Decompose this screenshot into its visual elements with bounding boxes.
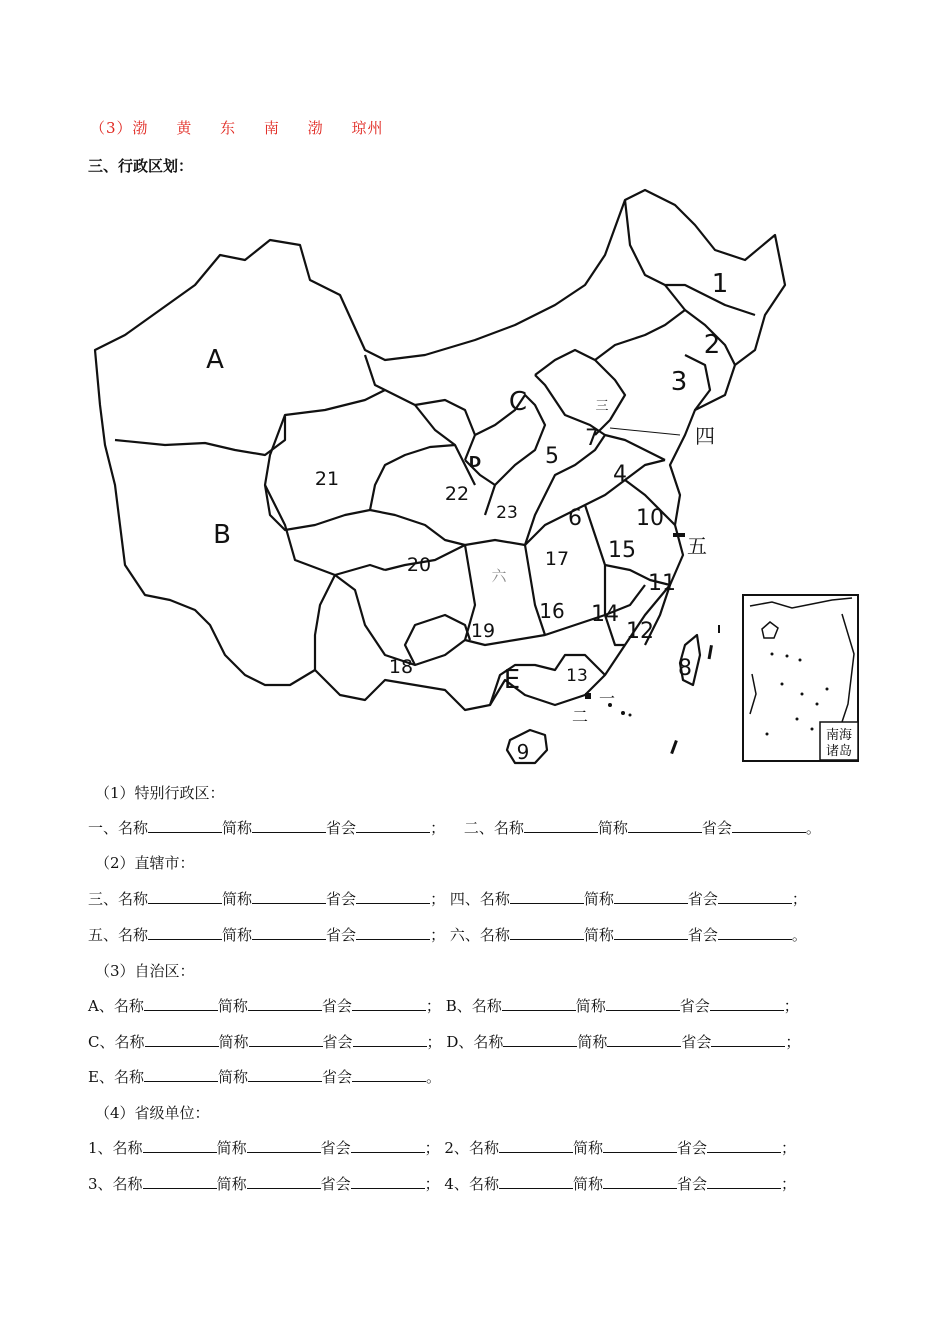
- map-label-15: 15: [608, 538, 636, 563]
- map-label-7: 7: [585, 426, 599, 451]
- capital-blank[interactable]: [351, 1138, 425, 1153]
- name-word: 名称: [114, 1033, 145, 1051]
- item-end: ；: [424, 1139, 440, 1157]
- capital-word: 省会: [679, 997, 710, 1015]
- capital-word: 省会: [320, 1139, 351, 1157]
- map-label-san: 三: [595, 399, 609, 414]
- abbr-word: 简称: [217, 1068, 248, 1086]
- capital-word: 省会: [687, 890, 718, 908]
- abbr-word: 简称: [216, 1175, 247, 1193]
- item-prefix: 一、: [88, 819, 119, 837]
- abbr-word: 简称: [222, 890, 253, 908]
- capital-blank[interactable]: [352, 996, 426, 1011]
- item-prefix: D、: [446, 1033, 474, 1051]
- name-blank[interactable]: [499, 1174, 573, 1189]
- map-label-13: 13: [566, 666, 588, 686]
- item-end: ；: [430, 819, 446, 837]
- subsection-title: （4）省级单位：: [95, 1104, 210, 1122]
- item-prefix: 四、: [449, 890, 480, 908]
- subsection-title: （1）特别行政区：: [95, 784, 225, 802]
- item-prefix: 六、: [449, 926, 480, 944]
- map-label-er: 二: [571, 707, 589, 726]
- capital-blank[interactable]: [718, 889, 792, 904]
- name-blank[interactable]: [148, 818, 222, 833]
- abbr-blank[interactable]: [252, 889, 326, 904]
- capital-word: 省会: [681, 1033, 712, 1051]
- abbr-word: 简称: [222, 926, 253, 944]
- item-prefix: C、: [88, 1033, 115, 1051]
- item-end: ；: [426, 1033, 442, 1051]
- item-prefix: B、: [445, 997, 472, 1015]
- answer-word: 琼州: [351, 119, 384, 137]
- item-prefix: 4、: [444, 1175, 469, 1193]
- item-prefix: 3、: [88, 1175, 113, 1193]
- name-word: 名称: [471, 997, 502, 1015]
- item-end: 。: [426, 1068, 442, 1086]
- section-title: 三、行政区划：: [88, 157, 194, 175]
- south-china-sea-inset: [742, 594, 860, 764]
- abbr-blank[interactable]: [614, 889, 688, 904]
- name-word: 名称: [479, 890, 510, 908]
- abbr-word: 简称: [572, 1139, 603, 1157]
- name-blank[interactable]: [143, 1138, 217, 1153]
- capital-blank[interactable]: [707, 1174, 781, 1189]
- map-label-2: 2: [703, 330, 721, 360]
- name-blank[interactable]: [143, 1174, 217, 1189]
- abbr-blank[interactable]: [247, 1138, 321, 1153]
- name-blank[interactable]: [148, 925, 222, 940]
- capital-blank[interactable]: [711, 1032, 785, 1047]
- map-label-12: 12: [626, 619, 654, 644]
- capital-word: 省会: [321, 1068, 352, 1086]
- capital-blank[interactable]: [353, 1032, 427, 1047]
- item-prefix: 二、: [463, 819, 494, 837]
- capital-blank[interactable]: [356, 925, 430, 940]
- name-word: 名称: [468, 1139, 499, 1157]
- name-word: 名称: [118, 819, 149, 837]
- name-word: 名称: [468, 1175, 499, 1193]
- abbr-word: 简称: [218, 1033, 249, 1051]
- fill-row: [88, 1031, 800, 1052]
- abbr-blank[interactable]: [247, 1174, 321, 1189]
- name-blank[interactable]: [144, 996, 218, 1011]
- abbr-blank[interactable]: [606, 996, 680, 1011]
- abbr-blank[interactable]: [607, 1032, 681, 1047]
- map-label-3: 3: [670, 367, 688, 397]
- capital-blank[interactable]: [707, 1138, 781, 1153]
- abbr-word: 简称: [583, 926, 614, 944]
- abbr-blank[interactable]: [252, 818, 326, 833]
- capital-blank[interactable]: [351, 1174, 425, 1189]
- item-end: ；: [780, 1139, 796, 1157]
- map-label-wu: 五: [687, 534, 707, 558]
- china-map: [85, 185, 795, 775]
- capital-word: 省会: [701, 819, 732, 837]
- map-label-21: 21: [314, 468, 340, 490]
- fill-row: [88, 1137, 796, 1158]
- capital-word: 省会: [326, 926, 357, 944]
- fill-row: [88, 995, 799, 1016]
- abbr-blank[interactable]: [252, 925, 326, 940]
- fill-row: [88, 817, 821, 838]
- map-label-D: D: [468, 453, 482, 471]
- abbr-blank[interactable]: [248, 1067, 322, 1082]
- map-label-10: 10: [636, 506, 664, 531]
- capital-word: 省会: [326, 890, 357, 908]
- name-word: 名称: [493, 819, 524, 837]
- capital-word: 省会: [676, 1139, 707, 1157]
- capital-word: 省会: [322, 1033, 353, 1051]
- capital-word: 省会: [320, 1175, 351, 1193]
- map-label-B: B: [213, 520, 231, 550]
- item-prefix: 1、: [88, 1139, 113, 1157]
- capital-blank[interactable]: [718, 925, 792, 940]
- answer-word: 东: [220, 119, 237, 137]
- item-end: 。: [805, 819, 821, 837]
- name-blank[interactable]: [499, 1138, 573, 1153]
- abbr-word: 简称: [583, 890, 614, 908]
- name-blank[interactable]: [145, 1032, 219, 1047]
- name-word: 名称: [118, 926, 149, 944]
- name-word: 名称: [473, 1033, 504, 1051]
- item-end: ；: [791, 890, 807, 908]
- map-label-6: 6: [568, 506, 582, 531]
- capital-blank[interactable]: [356, 889, 430, 904]
- map-label-A: A: [206, 345, 224, 375]
- abbr-blank[interactable]: [603, 1174, 677, 1189]
- answer-word: 南: [263, 119, 280, 137]
- item-prefix: 五、: [88, 926, 119, 944]
- map-label-8: 8: [678, 656, 692, 681]
- capital-word: 省会: [321, 997, 352, 1015]
- map-label-5: 5: [545, 444, 559, 469]
- fill-row: [88, 1066, 441, 1087]
- inset-label-line1: 南海: [825, 728, 853, 743]
- map-label-20: 20: [406, 554, 432, 576]
- item-end: ；: [430, 890, 446, 908]
- answer-word: 黄: [176, 119, 193, 137]
- name-blank[interactable]: [510, 925, 584, 940]
- name-blank[interactable]: [510, 889, 584, 904]
- fill-row: [88, 924, 807, 945]
- name-blank[interactable]: [502, 996, 576, 1011]
- item-prefix: 三、: [88, 890, 119, 908]
- abbr-blank[interactable]: [614, 925, 688, 940]
- capital-blank[interactable]: [710, 996, 784, 1011]
- answer-word: 渤: [307, 119, 324, 137]
- capital-word: 省会: [687, 926, 718, 944]
- map-label-liu: 六: [491, 567, 507, 585]
- abbr-blank[interactable]: [603, 1138, 677, 1153]
- country-outline: [95, 190, 785, 710]
- capital-word: 省会: [676, 1175, 707, 1193]
- map-label-17: 17: [544, 548, 570, 570]
- name-word: 名称: [112, 1175, 143, 1193]
- name-blank[interactable]: [148, 889, 222, 904]
- name-word: 名称: [112, 1139, 143, 1157]
- item-end: ；: [780, 1175, 796, 1193]
- item-end: ；: [424, 1175, 440, 1193]
- subsection-title: （2）直辖市：: [95, 854, 195, 872]
- name-word: 名称: [113, 997, 144, 1015]
- map-label-19: 19: [470, 620, 496, 642]
- item-prefix: E、: [88, 1068, 114, 1086]
- abbr-blank[interactable]: [249, 1032, 323, 1047]
- capital-blank[interactable]: [356, 818, 430, 833]
- map-label-11: 11: [648, 571, 676, 596]
- item-end: ；: [430, 926, 446, 944]
- capital-blank[interactable]: [732, 818, 806, 833]
- abbr-word: 简称: [222, 819, 253, 837]
- abbr-word: 简称: [575, 997, 606, 1015]
- capital-blank[interactable]: [352, 1067, 426, 1082]
- map-label-1: 1: [711, 269, 729, 299]
- abbr-word: 简称: [597, 819, 628, 837]
- item-end: ；: [785, 1033, 801, 1051]
- answer-line: [90, 117, 406, 138]
- item-prefix: A、: [88, 997, 114, 1015]
- abbr-word: 简称: [572, 1175, 603, 1193]
- name-word: 名称: [479, 926, 510, 944]
- name-blank[interactable]: [144, 1067, 218, 1082]
- abbr-blank[interactable]: [628, 818, 702, 833]
- item-prefix: 2、: [444, 1139, 469, 1157]
- map-label-C: C: [508, 387, 528, 417]
- name-blank[interactable]: [503, 1032, 577, 1047]
- map-label-18: 18: [388, 656, 414, 678]
- subsection-title: （3）自治区：: [95, 962, 195, 980]
- map-label-16: 16: [539, 599, 565, 623]
- item-end: ；: [425, 997, 441, 1015]
- map-label-23: 23: [496, 503, 518, 523]
- map-label-E: E: [503, 665, 521, 695]
- map-label-22: 22: [444, 483, 470, 505]
- item-end: ；: [783, 997, 799, 1015]
- map-label-14: 14: [591, 602, 619, 627]
- fill-row: [88, 888, 807, 909]
- capital-word: 省会: [326, 819, 357, 837]
- map-label-4: 4: [613, 462, 627, 487]
- abbr-blank[interactable]: [248, 996, 322, 1011]
- abbr-word: 简称: [217, 997, 248, 1015]
- name-word: 名称: [118, 890, 149, 908]
- map-label-si: 四: [695, 424, 715, 448]
- abbr-word: 简称: [577, 1033, 608, 1051]
- map-label-9: 9: [516, 740, 530, 764]
- answer-word: （3）渤: [90, 119, 149, 137]
- item-end: 。: [791, 926, 807, 944]
- map-label-yi: 一: [598, 689, 616, 708]
- inset-label-line2: 诸岛: [825, 744, 853, 759]
- fill-row: [88, 1173, 796, 1194]
- abbr-word: 简称: [216, 1139, 247, 1157]
- name-blank[interactable]: [524, 818, 598, 833]
- name-word: 名称: [113, 1068, 144, 1086]
